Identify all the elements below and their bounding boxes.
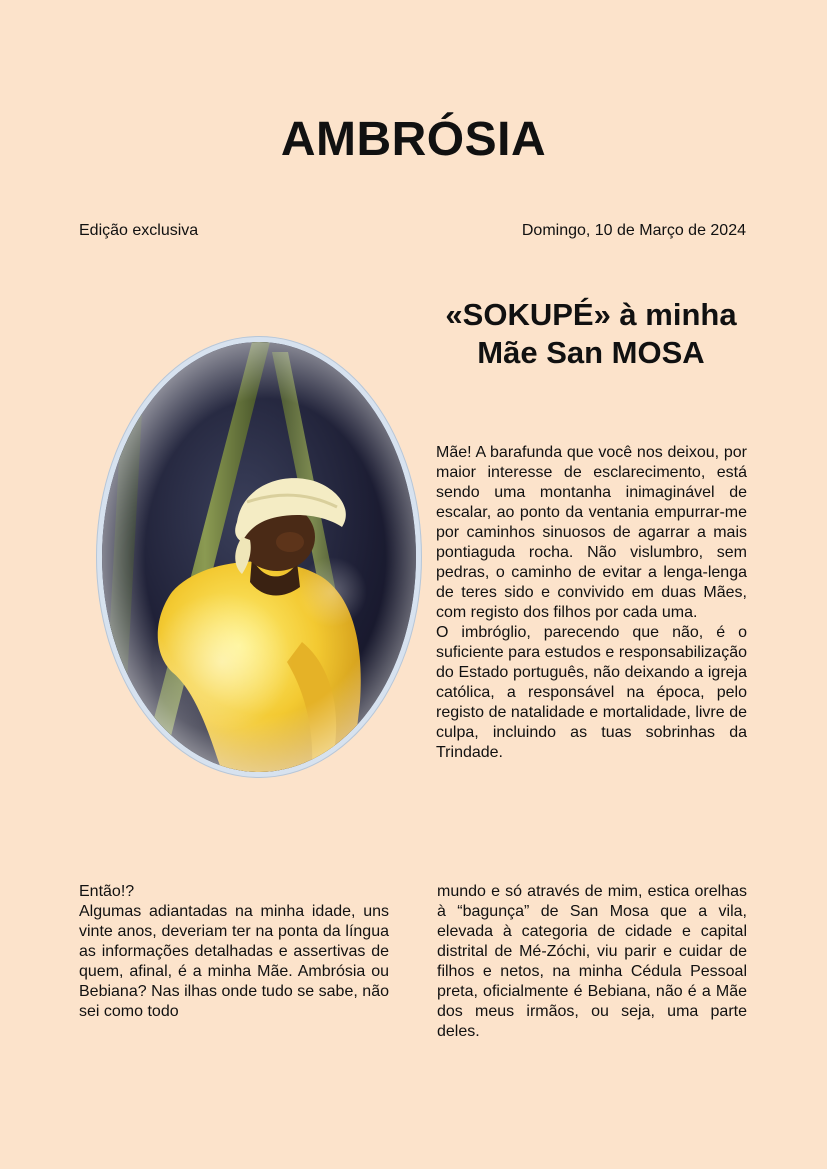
issue-date: Domingo, 10 de Março de 2024 (521, 222, 746, 239)
article-paragraph-intro: Então!? (79, 883, 135, 900)
article-column-bottom-left (79, 882, 389, 1022)
article-paragraph: O imbróglio, parecendo que não, é o suficiente para estudos e responsabilização do Estado português, não deixando a igreja católica, a responsável na época, pelo registo de natalidade e mortalidade, livre de culpa, incluindo as tuas sobrinhas da Trindade. (436, 624, 747, 761)
portrait-photo (102, 342, 416, 772)
article-headline: «SOKUPÉ» à minha Mãe San MOSA (445, 297, 737, 370)
article-paragraph: Mãe! A barafunda que você nos deixou, por maior interesse de esclarecimento, está sendo uma montanha inimaginável de escalar, ao ponto da ventania empurrar-me por caminhos sinuosos de agarrar a mais pontiaguda rocha. Não vislumbro, sem pedras, o caminho de evitar a lenga-lenga de teres sido e convivido em duas Mães, com registo dos filhos por cada uma. (436, 444, 747, 621)
article-column-bottom-right (437, 882, 747, 1042)
masthead-title: AMBRÓSIA (280, 113, 547, 166)
edition-label: Edição exclusiva (79, 222, 199, 239)
photo-vignette (102, 342, 416, 772)
article-paragraph: Algumas adiantadas na minha idade, uns vinte anos, deveriam ter na ponta da língua as informações detalhadas e assertivas de quem, afinal, é a minha Mãe. Ambrósia ou Bebiana? Nas ilhas onde tudo se sabe, não sei como todo (79, 903, 389, 1020)
article-column-top-right (436, 443, 747, 763)
article-paragraph: mundo e só através de mim, estica orelhas à “bagunça” de San Mosa que a vila, elevada à categoria de cidade e capital distrital de Mé-Zóchi, viu parir e cuidar de filhos e netos, na minha Cédula Pessoal preta, oficialmente é Bebiana, não é a Mãe dos meus irmãos, ou seja, uma parte deles. (437, 883, 747, 1040)
